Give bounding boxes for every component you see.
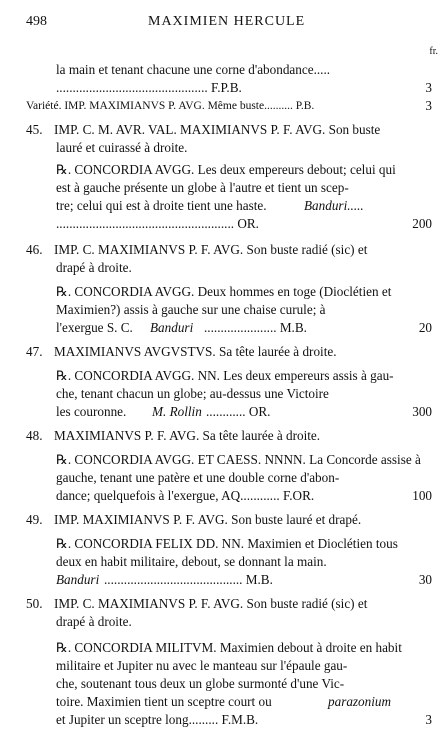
reverse-text: che, soutenant tous deux un globe surmonté d'une Vic- — [56, 676, 345, 691]
entry-value: 300 — [412, 404, 432, 419]
reverse-text: ............ OR. — [206, 404, 271, 419]
obverse-text: IMP. MAXIMIANVS P. F. AVG. Son buste lauré et drapé. — [54, 512, 362, 527]
reverse-text: ℞. CONCORDIA AVGG. Deux hommes en toge (Dioclétien et — [56, 284, 392, 299]
reverse-text: che, tenant chacun un globe; au-dessus une Victoire — [56, 386, 329, 401]
entry-value: 3 — [425, 712, 432, 727]
reverse-text: militaire et Jupiter nu avec le manteau sur l'épaule gau- — [56, 658, 348, 673]
reference: parazonium — [328, 694, 392, 709]
reverse-text: gauche, tenant une patère et une double corne d'abon- — [56, 470, 340, 485]
entry-text: Variété. IMP. MAXIMIANVS P. AVG. Même buste.......... P.B. — [26, 100, 315, 112]
reverse-text: et Jupiter un sceptre long......... F.M.B. — [56, 712, 259, 727]
entry-text: .............................................. F.P.B. — [56, 80, 242, 95]
obverse-text: IMP. C. M. AVR. VAL. MAXIMIANVS P. F. AVG. Son buste — [54, 122, 381, 137]
obverse-text: IMP. C. MAXIMIANVS P. F. AVG. Son buste radié (sic) et — [54, 596, 368, 611]
entry-number: 49. — [26, 512, 43, 527]
entry-value: 200 — [412, 216, 432, 231]
reverse-text: ℞. CONCORDIA MILITVM. Maximien debout à droite en habit — [56, 640, 402, 655]
obverse-text: drapé à droite. — [56, 614, 132, 629]
obverse-text: drapé à droite. — [56, 260, 132, 275]
reverse-text: ℞. CONCORDIA FELIX DD. NN. Maximien et Dioclétien tous — [56, 536, 398, 551]
entry-value: 3 — [425, 98, 432, 113]
obverse-text: lauré et cuirassé à droite. — [56, 140, 188, 155]
entry-value: 30 — [418, 572, 432, 587]
reverse-text: est à gauche présente un globe à l'autre et tient un scep- — [56, 180, 349, 195]
reference: Banduri — [150, 320, 194, 335]
entry-value: 100 — [412, 488, 432, 503]
entry-number: 45. — [26, 122, 43, 137]
reference: Banduri — [56, 572, 100, 587]
reference: Banduri..... — [304, 198, 364, 213]
reverse-text: .......................................... M.B. — [104, 572, 273, 587]
obverse-text: MAXIMIANVS AVGVSTVS. Sa tête laurée à droite. — [54, 344, 337, 359]
entry-number: 50. — [26, 596, 43, 611]
reverse-text: ℞. CONCORDIA AVGG. NN. Les deux empereurs assis à gau- — [56, 368, 394, 383]
entry-text: la main et tenant chacune une corne d'abondance..... — [56, 62, 331, 77]
reverse-text: Maximien?) assis à gauche sur une chaise curule; à — [56, 302, 326, 317]
reverse-text: l'exergue S. C. — [56, 320, 133, 335]
reverse-text: dance; quelquefois à l'exergue, AQ............ F.OR. — [56, 488, 315, 503]
reverse-text: ...................................................... OR. — [56, 216, 259, 231]
entry-value: 20 — [418, 320, 432, 335]
reverse-text: toire. Maximien tient un sceptre court ou — [56, 694, 272, 709]
page-number: 498 — [26, 14, 47, 29]
reverse-text: ℞. CONCORDIA AVGG. Les deux empereurs debout; celui qui — [56, 162, 396, 177]
entry-number: 48. — [26, 428, 43, 443]
reverse-text: deux en habit militaire, debout, se donnant la main. — [56, 554, 327, 569]
reverse-text: tre; celui qui est à droite tient une haste. — [56, 198, 267, 213]
reference: M. Rollin — [152, 404, 202, 419]
reverse-text: les couronne. — [56, 404, 127, 419]
entry-number: 46. — [26, 242, 43, 257]
obverse-text: IMP. C. MAXIMIANVS P. F. AVG. Son buste radié (sic) et — [54, 242, 368, 257]
column-header: fr. — [429, 46, 438, 57]
obverse-text: MAXIMIANVS P. F. AVG. Sa tête laurée à droite. — [54, 428, 321, 443]
reverse-text: ...................... M.B. — [204, 320, 307, 335]
entry-number: 47. — [26, 344, 43, 359]
entry-value: 3 — [425, 80, 432, 95]
page-title: MAXIMIEN HERCULE — [148, 14, 306, 29]
reverse-text: ℞. CONCORDIA AVGG. ET CAESS. NNNN. La Concorde assise à — [56, 452, 421, 467]
